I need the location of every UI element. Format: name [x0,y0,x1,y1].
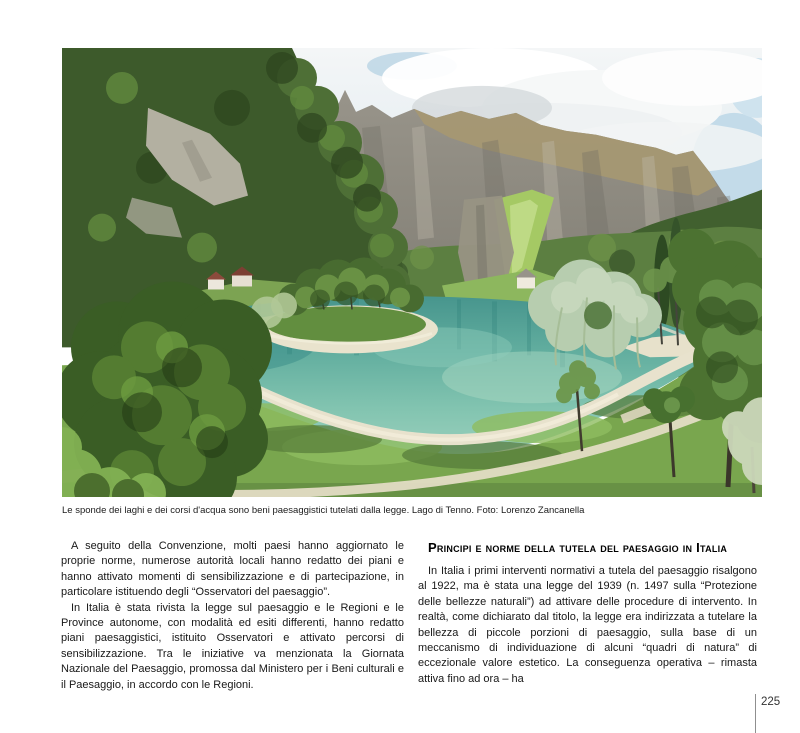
left-column [61,539,404,693]
paragraph-italia-legge: In Italia è stata rivista la legge sul paesaggio e le Regioni e le Province autonome, con modalità ed esiti differenti, hanno redatto piani paesaggistici, istituito Osservatori e attivato percorsi di sensibilizzazione. Tra le iniziative va menzionata la Giornata Nazionale del Paesaggio, promossa dal Ministero per i Beni culturali e il Paesaggio, in accordo con le Regioni. [61,601,404,691]
page-number: 225 [761,696,781,708]
section-heading: Principi e norme della tutela del paesaggio in Italia [428,540,728,555]
lake-photo [62,48,762,497]
photo-caption: Le sponde dei laghi e dei corsi d'acqua sono beni paesaggistici tutelati dalla legge. Lago di Tenno. Foto: Lorenzo Zancanella [62,505,585,516]
text-columns [61,539,757,693]
page-number-divider [755,694,756,733]
paragraph-convenzione: A seguito della Convenzione, molti paesi hanno aggiornato le proprie norme, numerose autorità locali hanno redatto dei piani e hanno attivato momenti di sensibilizzazione e di partecipazione, in particolare istituendo degli “Osservatori del paesaggio”. [61,540,404,599]
paragraph-principi: In Italia i primi interventi normativi a tutela del paesaggio risalgono al 1922, ma è stata una legge del 1939 (n. 1497 sulla “Protezione delle bellezze naturali”) ad attivare delle procedure di intervento. In realtà, come dichiarato dal titolo, la legge era indirizzata a tutelare la bellezza di piccole porzioni di paesaggio, sulla base di un meccanismo di individuazione di alcuni “quadri di natura” di eccezionale valore estetico. La conseguenza operativa – rimasta attiva fino ad ora – ha [418,565,757,685]
right-column [418,539,757,693]
lake-photo-illustration [62,48,762,497]
